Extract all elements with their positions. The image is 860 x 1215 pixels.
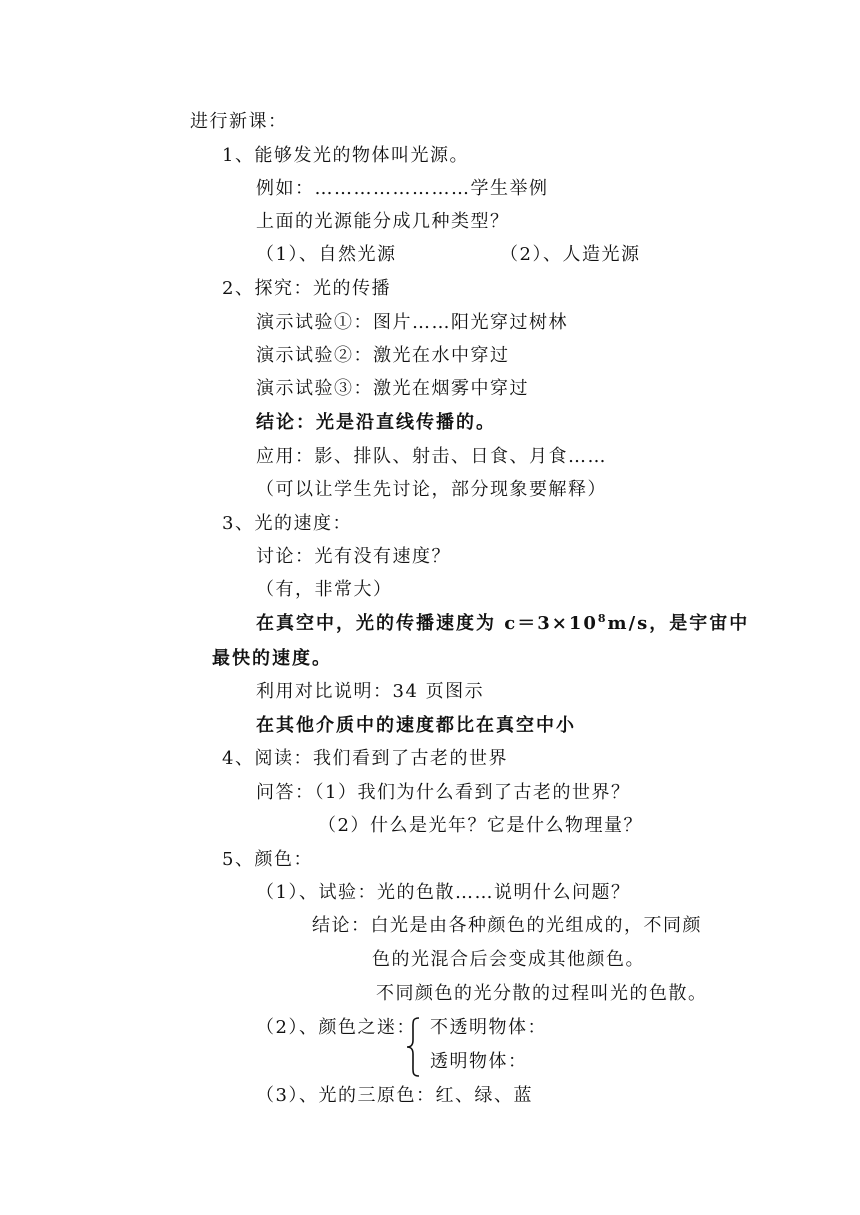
item4-qa2: （2）什么是光年？它是什么物理量？	[318, 815, 643, 836]
item1-type-artificial: （2）、人造光源	[500, 244, 641, 265]
item5-experiment: （1）、试验：光的色散……说明什么问题？	[256, 882, 631, 903]
item2-demo1: 演示试验①：图片……阳光穿过树林	[256, 312, 568, 333]
item1-heading: 1、能够发光的物体叫光源。	[222, 145, 469, 166]
item4-heading: 4、阅读：我们看到了古老的世界	[222, 748, 508, 769]
speed-text-post: m/s，是宇宙中	[607, 613, 750, 634]
item3-speed-line1	[256, 612, 749, 636]
speed-exponent: 8	[597, 612, 608, 625]
item2-demo2: 演示试验②：激光在水中穿过	[256, 345, 510, 366]
item2-heading: 2、探究：光的传播	[222, 278, 391, 299]
item3-compare: 利用对比说明：34 页图示	[256, 681, 485, 702]
item5-primaries: （3）、光的三原色：红、绿、蓝	[256, 1085, 533, 1106]
item5-transparent-objects: 透明物体：	[430, 1051, 528, 1072]
item5-conclusion-line1: 结论：白光是由各种颜色的光组成的，不同颜	[312, 915, 702, 936]
item5-conclusion-line3: 不同颜色的光分散的过程叫光的色散。	[376, 983, 708, 1004]
item3-other-media: 在其他介质中的速度都比在真空中小	[256, 715, 576, 736]
item5-opaque-objects: 不透明物体：	[430, 1017, 547, 1038]
item2-application: 应用：影、排队、射击、日食、月食……	[256, 446, 607, 467]
item2-conclusion: 结论：光是沿直线传播的。	[256, 412, 496, 433]
speed-text-pre: 在真空中，光的传播速度为 c＝3×10	[256, 613, 598, 634]
section-title: 进行新课：	[190, 111, 288, 132]
item5-heading: 5、颜色：	[222, 849, 313, 870]
item5-conclusion-line2: 色的光混合后会变成其他颜色。	[372, 949, 645, 970]
item4-qa1: 问答：（1）我们为什么看到了古老的世界？	[256, 782, 631, 803]
item1-example: 例如：……………………学生举例	[256, 178, 549, 199]
item1-type-natural: （1）、自然光源	[256, 244, 397, 265]
item3-discussion: 讨论：光有没有速度？	[256, 546, 451, 567]
item2-demo3: 演示试验③：激光在烟雾中穿过	[256, 378, 529, 399]
item2-note: （可以让学生先讨论，部分现象要解释）	[256, 479, 607, 500]
item3-speed-line2: 最快的速度。	[212, 648, 332, 669]
curly-brace-icon	[404, 1016, 422, 1078]
item3-answer: （有，非常大）	[256, 579, 393, 600]
item5-mystery-label: （2）、颜色之迷：	[256, 1017, 416, 1038]
item3-heading: 3、光的速度：	[222, 513, 352, 534]
item1-question: 上面的光源能分成几种类型？	[256, 211, 510, 232]
